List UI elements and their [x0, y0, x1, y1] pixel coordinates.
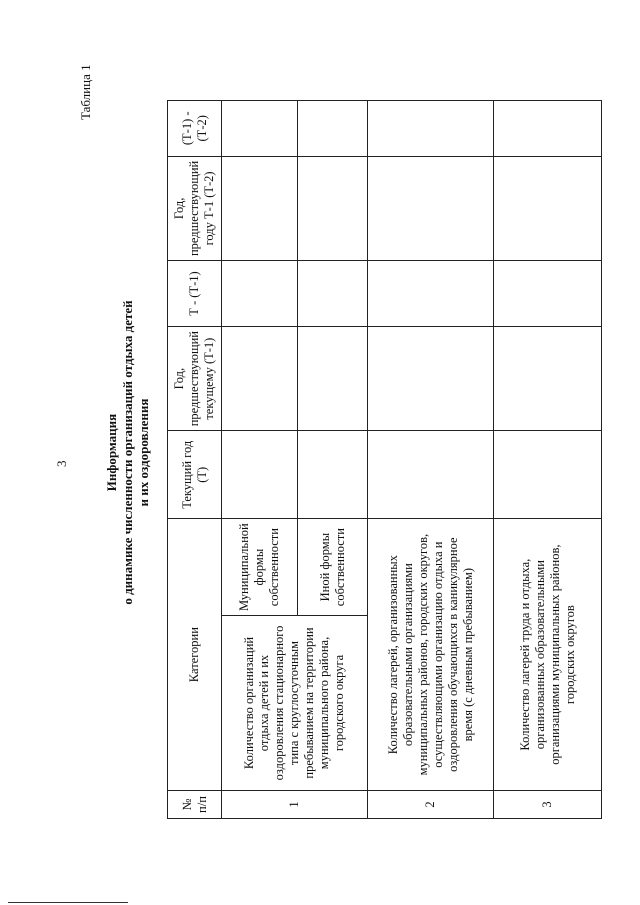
document-title — [104, 0, 152, 905]
table-label: Таблица 1 — [78, 64, 93, 120]
row-2-num: 2 — [368, 791, 494, 819]
cell — [298, 261, 368, 327]
cell — [494, 431, 602, 519]
cell — [494, 261, 602, 327]
header-previous-year: Год, предшествующий текущему (Т-1) — [168, 327, 222, 431]
cell — [494, 327, 602, 431]
cell — [222, 156, 298, 260]
table-row — [368, 100, 494, 818]
header-num: № п/п — [168, 791, 222, 819]
row-1-sub-other: Иной формы собственности — [298, 519, 368, 616]
page-number: 3 — [54, 460, 69, 467]
row-1-category: Количество организаций отдыха детей и их оздоровления стационарного типа с круглосуточным пребыванием на территории муниципального района, городского округа — [222, 616, 368, 791]
row-2-category: Количество лагерей, организованных образовательными организациями муниципальных районов, городских округов, осуществляющими организацию отдыха и оздоровления обучающихся в каникулярное время (с дневным пребыванием) — [368, 519, 494, 791]
header-current-year: Текущий год (Т) — [168, 431, 222, 519]
cell — [368, 100, 494, 156]
cell — [368, 431, 494, 519]
cell — [222, 431, 298, 519]
header-diff-2: (Т-1) - (Т-2) — [168, 100, 222, 156]
cell — [368, 156, 494, 260]
title-line-1: Информация — [104, 413, 119, 492]
cell — [298, 431, 368, 519]
cell — [494, 100, 602, 156]
header-category: Категории — [168, 519, 222, 791]
table-header-row — [168, 100, 222, 818]
row-1-sub-municipal: Муниципальной формы собственности — [222, 519, 298, 616]
table-row — [494, 100, 602, 818]
row-3-num: 3 — [494, 791, 602, 819]
cell — [494, 156, 602, 260]
cell — [298, 156, 368, 260]
header-year-before-previous: Год, предшествующий году Т-1 (Т-2) — [168, 156, 222, 260]
title-line-2: о динамике численности организаций отдыха детей — [120, 300, 135, 605]
row-1-num: 1 — [222, 791, 368, 819]
cell — [298, 327, 368, 431]
title-line-3: и их оздоровления — [136, 398, 151, 507]
table-row — [222, 100, 298, 818]
cell — [368, 261, 494, 327]
cell — [368, 327, 494, 431]
cell — [222, 327, 298, 431]
cell — [298, 100, 368, 156]
footnote-rule — [8, 902, 128, 903]
cell — [222, 100, 298, 156]
row-3-category: Количество лагерей труда и отдыха, организованных образовательными организациями муниципальных районов, городских округов — [494, 519, 602, 791]
cell — [222, 261, 298, 327]
header-diff-1: Т - (Т-1) — [168, 261, 222, 327]
statistics-table — [167, 100, 602, 819]
